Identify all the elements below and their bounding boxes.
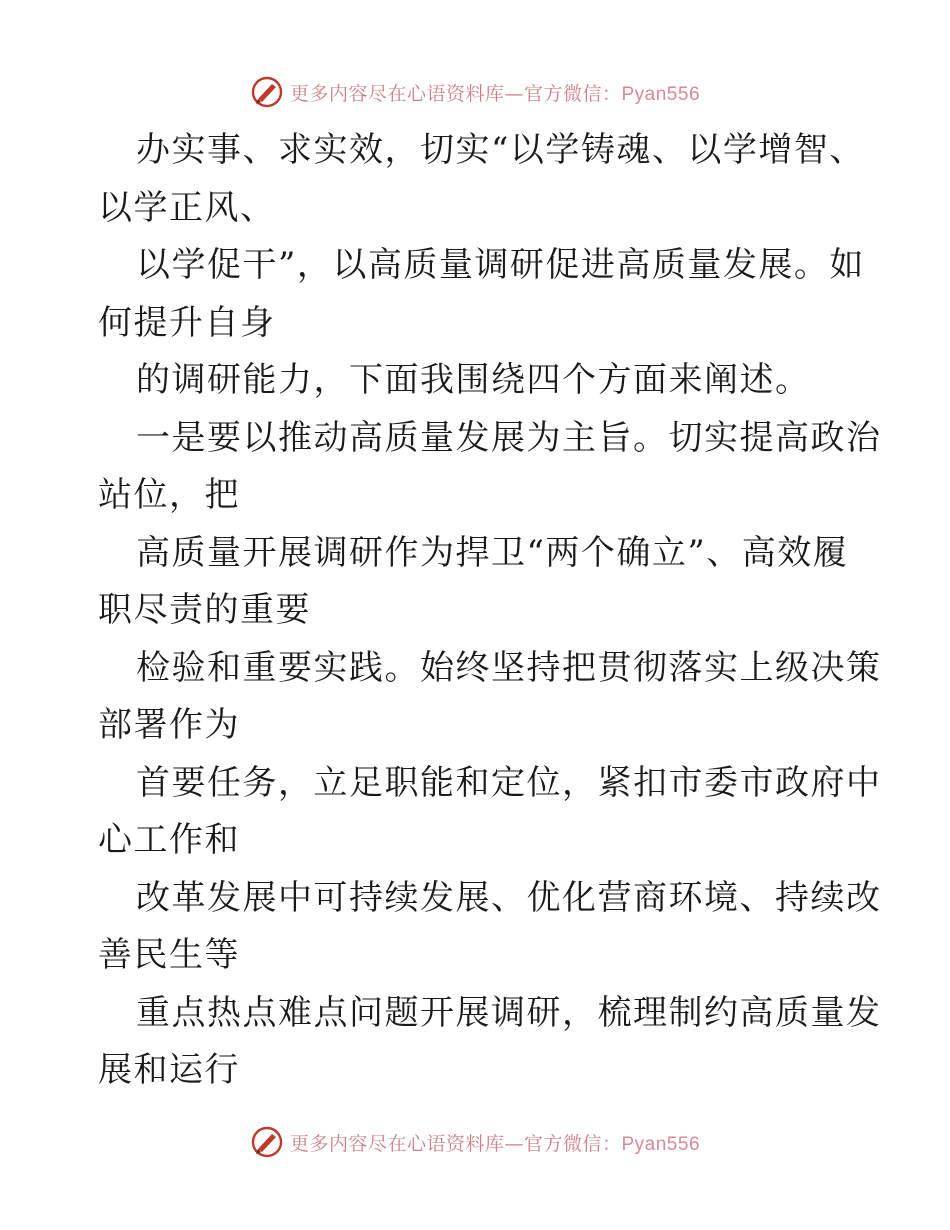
text-line: 改革发展中可持续发展、优化营商环境、持续改 xyxy=(136,877,882,918)
text-line: 善民生等 xyxy=(98,935,240,975)
pen-logo-icon xyxy=(250,1125,284,1159)
text-line: 重点热点难点问题开展调研，梳理制约高质量发 xyxy=(136,992,882,1033)
document-body xyxy=(98,122,882,1100)
text-line: 站位，把 xyxy=(98,475,240,515)
footer-watermark xyxy=(0,1122,950,1162)
text-line: 以学促干”，以高质量调研促进高质量发展。如 xyxy=(136,245,865,285)
text-line: 心工作和 xyxy=(98,820,240,860)
text-line: 职尽责的重要 xyxy=(98,590,311,630)
text-line: 以学正风、 xyxy=(98,187,276,228)
watermark-text: 更多内容尽在心语资料库—官方微信：Pyan556 xyxy=(289,1132,701,1155)
pen-logo-icon xyxy=(250,75,284,109)
text-line: 检验和重要实践。始终坚持把贯彻落实上级决策 xyxy=(136,647,882,688)
text-line: 展和运行 xyxy=(98,1050,240,1090)
text-line: 高质量开展调研作为捍卫“两个确立”、高效履 xyxy=(136,532,849,573)
watermark-text: 更多内容尽在心语资料库—官方微信：Pyan556 xyxy=(289,82,701,105)
header-watermark xyxy=(0,72,950,112)
text-line: 的调研能力，下面我围绕四个方面来阐述。 xyxy=(136,360,811,400)
text-line: 办实事、求实效，切实“以学铸魂、以学增智、 xyxy=(136,130,865,170)
text-line: 何提升自身 xyxy=(98,302,276,343)
text-line: 首要任务，立足职能和定位，紧扣市委市政府中 xyxy=(136,762,882,803)
text-line: 部署作为 xyxy=(98,705,240,745)
text-line: 一是要以推动高质量发展为主旨。切实提高政治 xyxy=(136,417,882,458)
